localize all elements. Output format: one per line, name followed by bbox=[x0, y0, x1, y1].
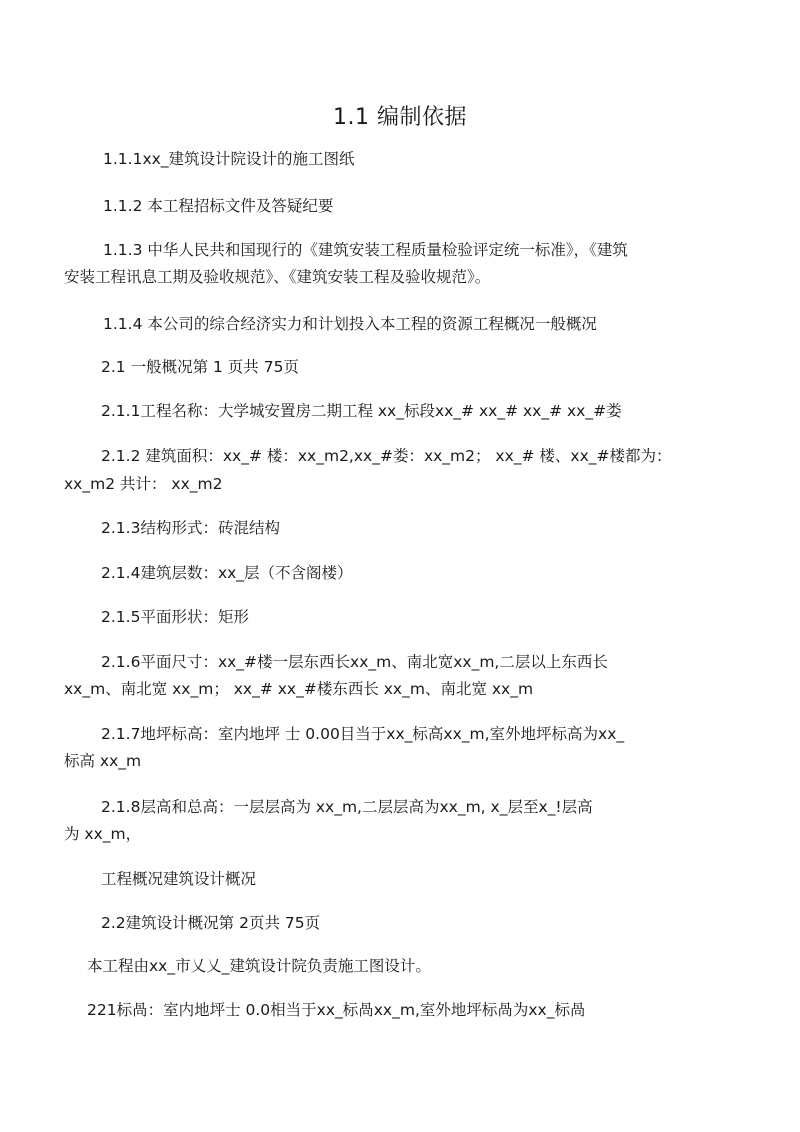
line-2-1-7: 2.1.7地坪标高：室内地坪 士 0.00目当于xx_标高xx_m,室外地坪标高为xx_ bbox=[101, 725, 625, 743]
line-2-1-7-cont: 标高 xx_m bbox=[64, 752, 142, 770]
section-title: 1.1 编制依据 bbox=[333, 105, 467, 130]
line-1-1-4: 1.1.4 本公司的综合经济实力和计划投入本工程的资源工程概况一般概况 bbox=[103, 315, 597, 333]
line-1-1-1: 1.1.1xx_建筑设计院设计的施工图纸 bbox=[103, 150, 355, 168]
line-1-1-3-cont: 安装工程讯息工期及验收规范》、《建筑安装工程及验收规范》。 bbox=[64, 268, 491, 286]
line-2-1-2-cont: xx_m2 共计： xx_m2 bbox=[64, 475, 223, 493]
line-2-2-1: 221标咼：室内地坪士 0.0相当于xx_标咼xx_m,室外地坪标咼为xx_标咼 bbox=[87, 1001, 586, 1019]
line-1-1-2: 1.1.2 本工程招标文件及答疑纪要 bbox=[103, 197, 334, 215]
line-overview-heading: 工程概况建筑设计概况 bbox=[101, 870, 257, 888]
line-1-1-3: 1.1.3 中华人民共和国现行的《建筑安装工程质量检验评定统一标准》，《建筑 bbox=[103, 241, 628, 259]
line-2-1-6: 2.1.6平面尺寸：xx_#楼一层东西长xx_m、南北宽xx_m,二层以上东西长 bbox=[101, 653, 608, 671]
line-2-1-6-cont: xx_m、南北宽 xx_m； xx_# xx_#楼东西长 xx_m、南北宽 xx_m bbox=[64, 680, 534, 698]
line-2-1-5: 2.1.5平面形状：矩形 bbox=[101, 608, 249, 626]
line-2-2: 2.2建筑设计概况第 2页共 75页 bbox=[101, 914, 321, 932]
line-2-1-1: 2.1.1工程名称：大学城安置房二期工程 xx_标段xx_# xx_# xx_# xx_#娄 bbox=[101, 402, 622, 420]
line-2-1-8: 2.1.8层高和总高：一层层高为 xx_m,二层层高为xx_m, x_层至x_!层高 bbox=[101, 798, 593, 816]
line-2-1-2: 2.1.2 建筑面积：xx_# 楼：xx_m2,xx_#娄：xx_m2； xx_# 楼、xx_#楼都为： bbox=[101, 447, 672, 465]
line-2-1: 2.1 一般概况第 1 页共 75页 bbox=[101, 358, 299, 376]
line-2-1-3: 2.1.3结构形式：砖混结构 bbox=[101, 519, 280, 537]
line-design-institute: 本工程由xx_市乂乂_建筑设计院负责施工图设计。 bbox=[87, 957, 431, 975]
line-2-1-8-cont: 为 xx_m， bbox=[64, 825, 142, 843]
line-2-1-4: 2.1.4建筑层数：xx_层（不含阁楼） bbox=[101, 564, 353, 582]
